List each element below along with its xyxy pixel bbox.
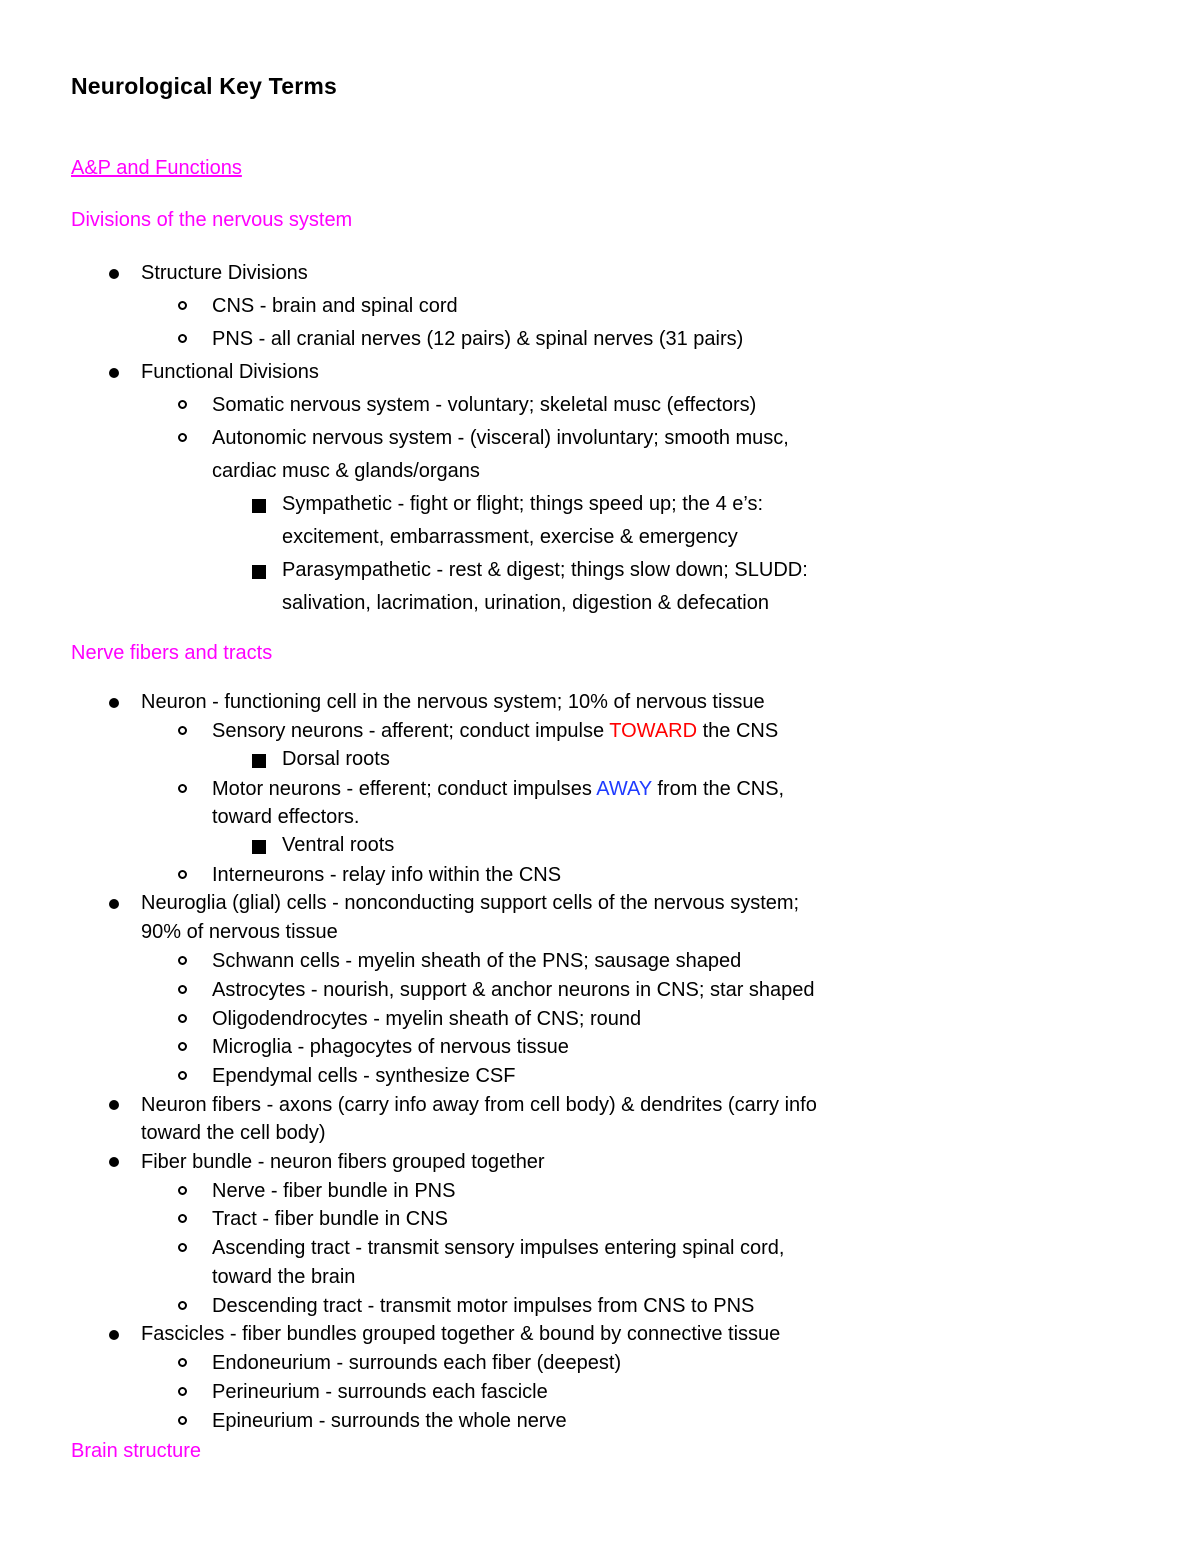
bullet-square [252,754,266,768]
list-item-sympathetic: Sympathetic - fight or flight; things speed up; the 4 e’s: [282,493,764,515]
section-heading-ap-functions[interactable]: A&P and Functions [71,157,242,179]
motor-text-end: from the CNS, [651,778,785,800]
list-item-parasympathetic-cont: salivation, lacrimation, urination, digestion & defecation [282,592,769,614]
bullet-disc [109,698,119,708]
bullet-disc [109,899,119,909]
bullet-square [252,499,266,513]
list-item-fiber-bundle: Fiber bundle - neuron fibers grouped together [141,1151,545,1173]
list-item-functional: Functional Divisions [141,361,319,383]
list-item-sympathetic-cont: excitement, embarrassment, exercise & emergency [282,526,738,548]
bullet-circle [178,985,187,994]
bullet-circle [178,301,187,310]
list-item-epineurium: Epineurium - surrounds the whole nerve [212,1410,567,1432]
list-item-motor-cont: toward effectors. [212,806,360,828]
bullet-circle [178,1243,187,1252]
list-item-cns: CNS - brain and spinal cord [212,295,458,317]
away-emphasis: AWAY [596,778,652,800]
bullet-disc [109,368,119,378]
bullet-square [252,565,266,579]
heading-nerve-fibers: Nerve fibers and tracts [71,642,273,664]
list-item-astrocytes: Astrocytes - nourish, support & anchor neurons in CNS; star shaped [212,979,815,1001]
bullet-circle [178,1416,187,1425]
bullet-circle [178,870,187,879]
bullet-disc [109,1157,119,1167]
list-item-fascicles: Fascicles - fiber bundles grouped together & bound by connective tissue [141,1323,781,1345]
document-title: Neurological Key Terms [71,73,338,99]
bullet-circle [178,1071,187,1080]
list-item-microglia: Microglia - phagocytes of nervous tissue [212,1036,569,1058]
sensory-text-end: the CNS [697,720,779,742]
heading-brain-structure: Brain structure [71,1440,202,1462]
bullet-circle [178,1358,187,1367]
list-item-tract: Tract - fiber bundle in CNS [212,1208,449,1230]
bullet-circle [178,1014,187,1023]
list-item-neuron: Neuron - functioning cell in the nervous system; 10% of nervous tissue [141,691,765,713]
list-item-autonomic: Autonomic nervous system - (visceral) involuntary; smooth musc, [212,427,789,449]
list-item-oligodendrocytes: Oligodendrocytes - myelin sheath of CNS; round [212,1008,642,1030]
bullet-circle [178,400,187,409]
list-item-neuroglia: Neuroglia (glial) cells - nonconducting support cells of the nervous system; [141,892,800,914]
list-item-perineurium: Perineurium - surrounds each fascicle [212,1381,548,1403]
list-item-autonomic-cont: cardiac musc & glands/organs [212,460,480,482]
bullet-circle [178,433,187,442]
list-item-descending: Descending tract - transmit motor impulses from CNS to PNS [212,1295,755,1317]
list-item-schwann: Schwann cells - myelin sheath of the PNS; sausage shaped [212,950,742,972]
list-item-ventral: Ventral roots [282,834,395,856]
list-item-parasympathetic: Parasympathetic - rest & digest; things slow down; SLUDD: [282,559,808,581]
list-item-neuron-fibers: Neuron fibers - axons (carry info away from cell body) & dendrites (carry info [141,1094,817,1116]
bullet-circle [178,334,187,343]
bullet-circle [178,1214,187,1223]
bullet-disc [109,1330,119,1340]
motor-text: Motor neurons - efferent; conduct impulses [212,778,597,800]
bullet-square [252,840,266,854]
list-item-ascending: Ascending tract - transmit sensory impulses entering spinal cord, [212,1237,785,1259]
bullet-circle [178,726,187,735]
list-item-nerve: Nerve - fiber bundle in PNS [212,1180,456,1202]
list-item-neuroglia-cont: 90% of nervous tissue [141,921,338,943]
list-item-ependymal: Ependymal cells - synthesize CSF [212,1065,516,1087]
list-item-dorsal: Dorsal roots [282,748,390,770]
bullet-disc [109,269,119,279]
sensory-text: Sensory neurons - afferent; conduct impulse [212,720,610,742]
list-item-somatic: Somatic nervous system - voluntary; skeletal musc (effectors) [212,394,757,416]
list-item-ascending-cont: toward the brain [212,1266,356,1288]
heading-divisions: Divisions of the nervous system [71,209,353,231]
bullet-circle [178,1387,187,1396]
list-item-motor [212,777,784,801]
list-item-interneurons: Interneurons - relay info within the CNS [212,864,562,886]
bullet-circle [178,784,187,793]
bullet-circle [178,956,187,965]
bullet-circle [178,1186,187,1195]
list-item-endoneurium: Endoneurium - surrounds each fiber (deepest) [212,1352,622,1374]
bullet-circle [178,1301,187,1310]
toward-emphasis: TOWARD [609,720,698,742]
list-item-neuron-fibers-cont: toward the cell body) [141,1122,326,1144]
list-item-pns: PNS - all cranial nerves (12 pairs) & spinal nerves (31 pairs) [212,328,744,350]
bullet-circle [178,1042,187,1051]
list-item-sensory [212,719,778,743]
bullet-disc [109,1100,119,1110]
list-item-structure: Structure Divisions [141,262,308,284]
